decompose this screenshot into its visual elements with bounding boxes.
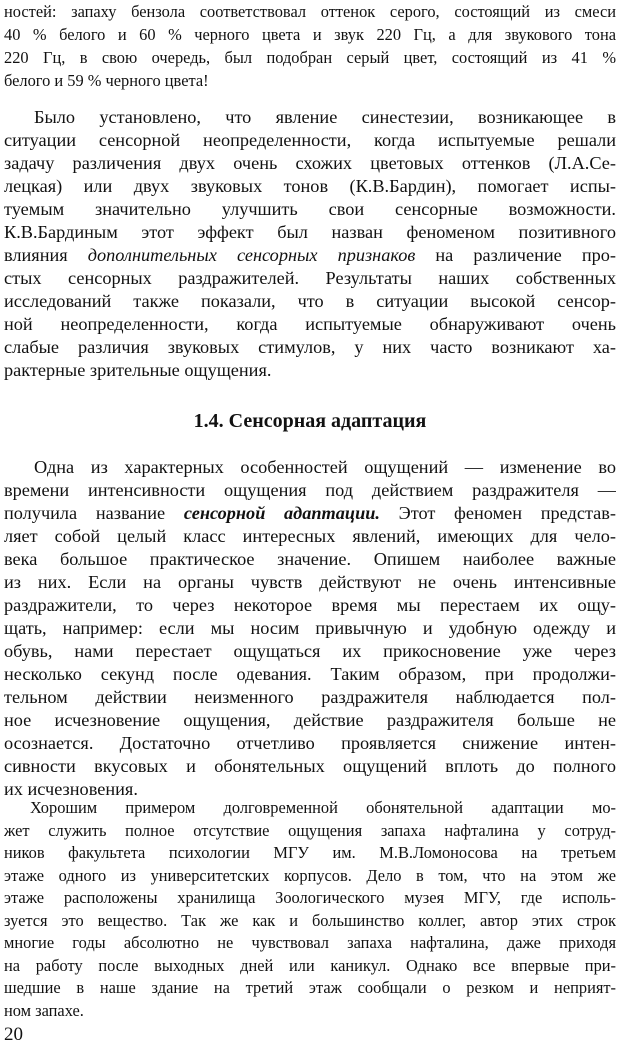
text-line: века большое практическое значение. Опишем наиболее важные [4,549,616,569]
italic-term: дополнительных сенсорных признаков [87,245,416,265]
text-line: на работу после выходных дней или каникул. Однако все впервые при- [4,955,616,975]
text-line: этаже одного из университетских корпусов. Дело в том, что на этом же [4,865,616,885]
text-line: этаже расположены хранилища Зоологического музея МГУ, где исполь- [4,888,616,907]
text-line: щать, например: если мы носим привычную и удобную одежду и [4,618,616,638]
text-line: обувь, нами перестает ощущаться их прикосновение уже через [4,641,616,661]
text-line: К.В.Бардиным этот эффект был назван феноменом позитивного [4,222,616,242]
text-line: тельном действии неизменного раздражителя наблюдается пол- [4,687,616,707]
text-line: сивности вкусовых и обонятельных ощущений вплоть до полного [4,756,616,776]
text-line: исследований также показали, что в ситуации высокой сенсор- [4,291,616,311]
text-line: раздражители, то через некоторое время мы перестаем их ощу- [4,595,616,615]
text-line: лецкая) или двух звуковых тонов (К.В.Бардин), помогает испы- [4,176,616,196]
page-number: 20 [4,1024,23,1045]
bold-italic-term: сенсорной адаптации. [183,503,380,523]
text-line: слабые различия звуковых стимулов, у них часто возникают ха- [4,337,616,357]
text-line: туемым значительно улучшить свои сенсорные возможности. [4,199,616,219]
text-line: белого и 59 % черного цвета! [4,71,209,90]
text-line: осознается. Достаточно отчетливо проявляется снижение интен- [4,733,616,753]
text-segment: получила название [4,503,184,523]
text-line: жет служить полное отсутствие ощущения запаха нафталина у сотруд- [4,820,616,840]
text-line: ситуации сенсорной неопределенности, когда испытуемые решали [4,130,616,150]
text-line: зуется это вещество. Так же как и большинство коллег, автор этих строк [4,910,616,930]
text-line: рактерные зрительные ощущения. [4,360,272,380]
text-line: 40 % белого и 60 % черного цвета и звук 220 Гц, а для звукового тона [4,25,616,44]
text-line: несколько секунд после одевания. Таким образом, при продолжи- [4,664,616,684]
text-line: времени интенсивности ощущения под действием раздражителя — [4,480,616,500]
text-line: ностей: запаху бензола соответствовал оттенок серого, состоящий из смеси [4,2,616,21]
text-segment: влияния [4,245,88,265]
section-heading: 1.4. Сенсорная адаптация [193,410,427,432]
text-segment: Этот феномен представ- [380,503,616,523]
text-line: многие годы абсолютно не чувствовал запаха нафталина, даже приходя [4,933,616,952]
text-line: задачу различения двух очень схожих цветовых оттенков (Л.А.Се- [4,153,616,173]
text-line: ное исчезновение ощущения, действие раздражителя больше не [4,710,616,730]
text-line: шедшие в наше здание на третий этаж сообщали о резком и неприят- [4,978,616,997]
text-line: 220 Гц, в свою очередь, был подобран серый цвет, состоящий из 41 % [4,48,616,67]
text-line: Было установлено, что явление синестезии, возникающее в [34,107,616,127]
text-line: из них. Если на органы чувств действуют не очень интенсивные [4,572,616,592]
text-segment: на различение про- [415,245,616,265]
text-line: ляет собой целый класс интересных явлений, имеющих для чело- [4,526,616,546]
text-line: ной неопределенности, когда испытуемые обнаруживают очень [4,314,616,334]
text-line: ном запахе. [4,1000,84,1020]
text-line: Одна из характерных особенностей ощущений — изменение во [34,457,616,477]
text-line [4,244,616,267]
text-line: ников факультета психологии МГУ им. М.В.Ломоносова на третьем [4,843,616,862]
text-line [4,502,616,525]
text-line: стых сенсорных раздражителей. Результаты наших собственных [4,268,616,288]
text-line: Хорошим примером долговременной обонятельной адаптации мо- [30,798,616,817]
text-line: их исчезновения. [4,779,138,799]
